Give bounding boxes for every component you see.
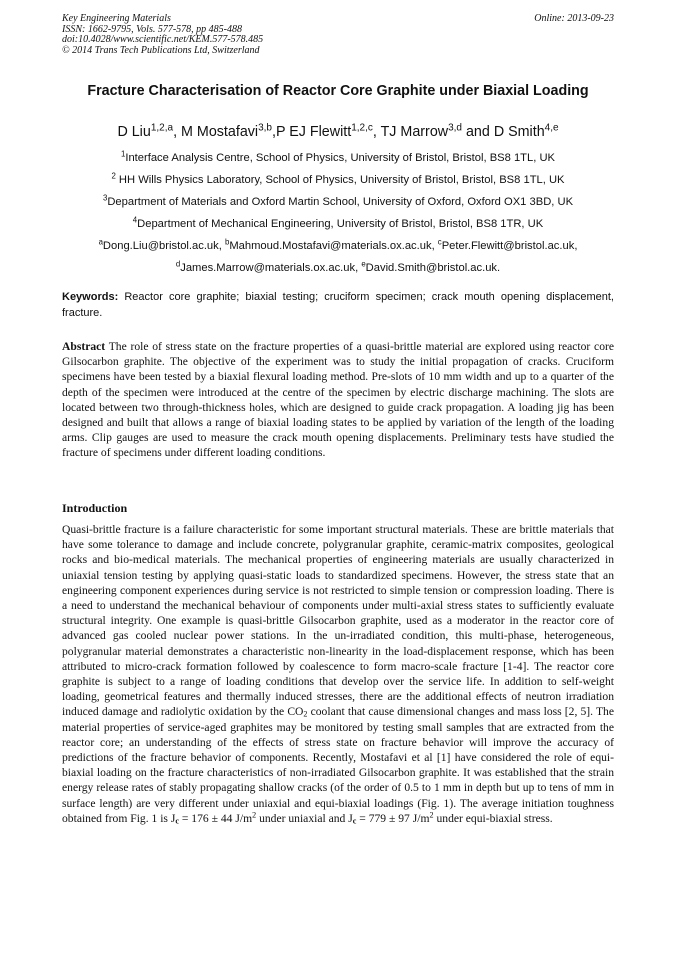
affiliation-text: HH Wills Physics Laboratory, School of Physics, University of Bristol, Bristol, BS8 1TL, UK: [115, 174, 565, 186]
intro-text: coolant that cause dimensional changes and mass loss [2, 5]. The material properties of service-aged graphites may be monitored by testing small samples that are extracted from the reactor core; an understanding of the effects of stress state on fracture behavior will improve the accuracy of predictions of the fracture behavior of components. Recently, Mostafavi et al [1] have considered the role of equi-biaxial loading on the fracture characteristics of non-irradiated Gilsocarbon graphite. It was established that the strain energy release rates of stably propagating shallow cracks (of the order of 0.5 to 1 mm in depth but up to tens of mm in surface length) are very different under uniaxial and equi-biaxial loadings (Fig. 1). The average initiation toughness obtained from Fig. 1 is J: [62, 705, 614, 825]
author-affil-sup: 4,e: [544, 122, 559, 134]
copyright-line: © 2014 Trans Tech Publications Ltd, Switzerland: [62, 44, 260, 56]
intro-text: under equi-biaxial stress.: [433, 811, 553, 825]
keywords-label: Keywords:: [62, 291, 119, 303]
doi-line[interactable]: doi:10.4028/www.scientific.net/KEM.577-578.485: [62, 34, 264, 45]
unit-superscript: 2: [429, 810, 434, 820]
affiliation-sup: 3: [102, 193, 108, 203]
keywords-text: Reactor core graphite; biaxial testing; cruciform specimen; crack mouth opening displacement, fracture.: [62, 291, 614, 319]
affiliation-line: [62, 191, 614, 213]
journal-name: Key Engineering Materials: [62, 13, 171, 24]
email-line: $^d$James.Marrow@materials.ox.ac.uk, $^e$David.Smith@bristol.ac.uk.: [175, 259, 501, 274]
author-separator: and: [462, 124, 494, 140]
unit-superscript: 2: [252, 810, 257, 820]
abstract-section: [62, 339, 614, 461]
co2-subscript: 2: [303, 710, 308, 720]
affiliation-text: Department of Mechanical Engineering, University of Bristol, Bristol, BS8 1TR, UK: [137, 218, 544, 230]
paper-title: Fracture Characterisation of Reactor Core Graphite under Biaxial Loading: [87, 83, 589, 99]
author-name: D Smith: [493, 124, 545, 140]
email-b[interactable]: Mahmoud.Mostafavi@materials.ox.ac.uk,: [229, 240, 438, 252]
author-name: TJ Marrow: [380, 124, 449, 140]
email-c[interactable]: Peter.Flewitt@bristol.ac.uk,: [441, 240, 578, 252]
email-a[interactable]: Dong.Liu@bristol.ac.uk,: [102, 240, 225, 252]
email-d[interactable]: James.Marrow@materials.ox.ac.uk,: [180, 262, 362, 274]
intro-text: = 176 ± 44 J/m: [178, 811, 253, 825]
email-line: $^a$Dong.Liu@bristol.ac.uk, $^b$Mahmoud.Mostafavi@materials.ox.ac.uk, $^c$Peter.Flewitt@bristol.ac.uk,: [98, 237, 578, 252]
jc-subscript: c: [352, 816, 357, 826]
affiliation-sup: 1: [120, 149, 126, 159]
affiliation-line: [62, 169, 614, 191]
affiliation-sup: 4: [132, 215, 138, 225]
email-e[interactable]: David.Smith@bristol.ac.uk.: [365, 262, 501, 274]
author-name: P EJ Flewitt: [275, 124, 352, 140]
author-separator: ,: [272, 124, 276, 140]
author-affil-sup: 3,b: [258, 122, 272, 134]
intro-text: = 779 ± 97 J/m: [356, 811, 430, 825]
issn-line: ISSN: 1662-9795, Vols. 577-578, pp 485-488: [62, 23, 242, 35]
journal-header: [62, 14, 614, 56]
affiliation-text: Department of Materials and Oxford Martin School, University of Oxford, Oxford OX1 3BD, UK: [107, 196, 574, 208]
author-name: D Liu: [117, 124, 151, 140]
author-affil-sup: 1,2,a: [150, 122, 174, 134]
author-affil-sup: 3,d: [448, 122, 462, 134]
affiliation-line: [62, 213, 614, 235]
abstract-label: Abstract: [62, 340, 106, 353]
author-affil-sup: 1,2,c: [351, 122, 373, 134]
author-separator: ,: [372, 124, 381, 140]
introduction-body: [62, 522, 614, 826]
author-name: M Mostafavi: [181, 124, 259, 140]
author-list: [62, 123, 614, 141]
online-date: Online: 2013-09-23: [534, 13, 614, 24]
introduction-heading: Introduction: [62, 501, 128, 515]
affiliation-block: [62, 147, 614, 279]
intro-text: Quasi-brittle fracture is a failure characteristic for some important structural materials. These are brittle materials that have some tolerance to damage and include concrete, polygranular graphite, ceramic-matrix composites, geological rocks and bio-medical materials. The mechanical properties of engineering materials are usually characterized in uniaxial tension testing by applying quasi-static loads to standardized specimens. However, the stress state that an engineering component experiences during service is not restricted to simple tension or compression loading. There is a need to understand the mechanical behaviour of components under multi-axial stress states to sufficiently evaluate structural integrity. One example is quasi-brittle Gilsocarbon graphite, used as a moderator in the reactor core of advanced gas cooled nuclear power stations. In the un-irradiated condition, this multi-phase, heterogeneous, polygranular material demonstrates a characteristic non-linearity in the load-displacement response, which has been attributed to micro-crack formation followed by coalescence to form macro-scale fracture [1-4]. The reactor core graphite is subject to a range of loading conditions that develop over the service life. In addition to self-weight loading, geometrical features and thermally induced stresses, there are the additional effects of neutron irradiation induced damage and radiolytic oxidation by the CO: [62, 523, 614, 719]
author-separator: ,: [173, 124, 182, 140]
affiliation-text: Interface Analysis Centre, School of Physics, University of Bristol, Bristol, BS8 1TL, UK: [125, 152, 555, 164]
abstract-text: The role of stress state on the fracture properties of a quasi-brittle material are explored using reactor core Gilsocarbon graphite. The objective of the experiment was to study the initial propagation of cracks. Cruciform specimens have been tested by a biaxial flexural loading method. Pre-slots of 10 mm width and up to a quarter of the depth of the specimen were introduced at the centre of the specimen by electric discharge machining. The slots are located between two through-thickness holes, which are designed to guide crack propagation. A loading jig has been designed and built that allows a range of biaxial loading states to be applied by variation of the length of the loading arms. Clip gauges are used to measure the crack mouth opening displacements. Preliminary tests have studied the fracture of specimens under different loading conditions.: [62, 340, 614, 460]
intro-text: under uniaxial and J: [256, 811, 353, 825]
keywords-section: [62, 290, 614, 321]
affiliation-line: [62, 147, 614, 169]
affiliation-sup: 2: [111, 171, 116, 181]
jc-subscript: c: [175, 816, 179, 826]
